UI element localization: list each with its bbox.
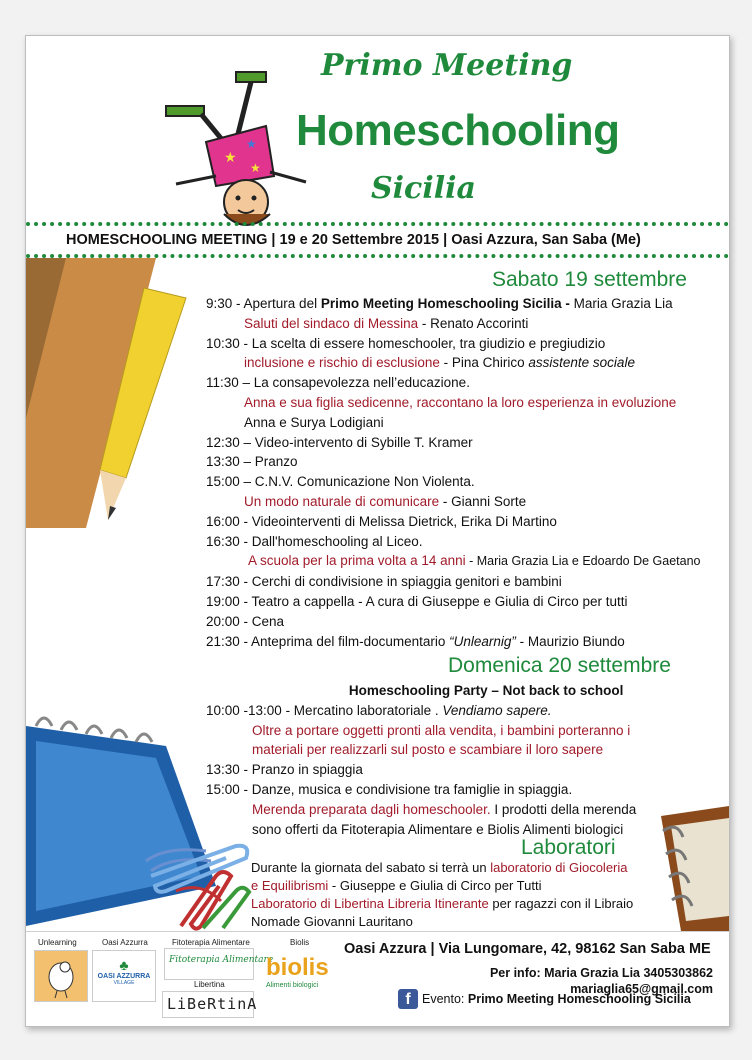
contact-email[interactable]: mariaglia65@gmail.com [570, 982, 713, 996]
lab-row: Laboratorio di Libertina Libreria Itinerante per ragazzi con il Libraio [251, 896, 634, 911]
oasi-azzurra-logo: ♣ OASI AZZURRA VILLAGE [92, 950, 156, 1002]
title-line-3: Sicilia [371, 171, 476, 206]
schedule-row: 9:30 - Apertura del Primo Meeting Homeschooling Sicilia - Maria Grazia Lia [206, 296, 673, 311]
schedule-row: sono offerti da Fitoterapia Alimentare e Biolis Alimenti biologici [252, 821, 624, 837]
labs-list [251, 859, 633, 931]
lab-row: Nomade Giovanni Lauritano [251, 914, 413, 929]
schedule-row: 11:30 – La consapevolezza nell’educazione. [206, 375, 470, 391]
schedule-row: A scuola per la prima volta a 14 anni - Maria Grazia Lia e Edoardo De Gaetano [248, 553, 701, 569]
lab-row: Durante la giornata del sabato si terrà un laboratorio di Giocoleria [251, 860, 628, 875]
schedule-row: 12:30 – Video-intervento di Sybille T. Kramer [206, 434, 473, 450]
contact-info: Per info: Maria Grazia Lia 3405303862 [489, 966, 713, 980]
dotted-divider-top [26, 222, 729, 226]
girl-illustration [146, 64, 316, 229]
svg-text:★: ★ [246, 137, 257, 151]
poster [25, 35, 730, 1027]
paperclip-illustration [141, 836, 256, 931]
schedule-row: 13:30 – Pranzo [206, 454, 298, 470]
sponsor-label-fito: Fitoterapia Alimentare [172, 938, 250, 947]
schedule-row: 21:30 - Anteprima del film-documentario “Unlearnig” - Maurizio Biundo [206, 633, 625, 649]
sunday-heading: Domenica 20 settembre [448, 654, 671, 677]
labs-heading: Laboratori [521, 836, 616, 859]
lab-row: e Equilibrismi - Giuseppe e Giulia di Circo per Tutti [251, 878, 542, 893]
title-line-1: Primo Meeting [321, 48, 573, 83]
saturday-schedule [206, 294, 701, 651]
saturday-heading: Sabato 19 settembre [492, 268, 687, 291]
sunday-schedule [206, 681, 636, 839]
pencil-illustration [26, 258, 206, 528]
sponsor-label-oasi: Oasi Azzurra [102, 938, 148, 947]
libertina-logo: LiBeRtinA [162, 991, 254, 1018]
schedule-row: Saluti del sindaco di Messina - Renato Accorinti [244, 315, 529, 331]
facebook-event[interactable]: Evento: Primo Meeting Homeschooling Sicilia [422, 992, 691, 1006]
schedule-row: Merenda preparata dagli homeschooler. I prodotti della merenda [252, 801, 637, 817]
bird-icon [35, 951, 87, 1001]
schedule-row: 17:30 - Cerchi di condivisione in spiaggia genitori e bambini [206, 574, 562, 590]
sponsor-label-libertina: Libertina [194, 980, 225, 989]
schedule-row: 16:00 - Videointerventi di Melissa Dietrick, Erika Di Martino [206, 513, 557, 529]
schedule-row: Oltre a portare oggetti pronti alla vendita, i bambini porteranno i [252, 722, 631, 738]
schedule-row: 15:00 - Danze, musica e condivisione tra famiglie in spiaggia. [206, 781, 573, 797]
schedule-row: 13:30 - Pranzo in spiaggia [206, 762, 363, 778]
schedule-row: 15:00 – C.N.V. Comunicazione Non Violenta. [206, 474, 475, 490]
schedule-row: Anna e sua figlia sedicenne, raccontano la loro esperienza in evoluzione [244, 394, 677, 410]
title-line-2: Homeschooling [296, 106, 620, 155]
facebook-icon[interactable]: f [398, 989, 418, 1009]
schedule-row: 10:00 -13:00 - Mercatino laboratoriale . Vendiamo sapere. [206, 702, 552, 718]
venue-address: Oasi Azzura | Via Lungomare, 42, 98162 San Saba ME [344, 941, 711, 957]
unlearning-logo [34, 950, 88, 1002]
spiral-pad-illustration [641, 806, 729, 931]
sponsor-label-biolis: Biolis [290, 938, 310, 947]
event-subtitle: HOMESCHOOLING MEETING | 19 e 20 Settembre 2015 | Oasi Azzura, San Saba (Me) [66, 232, 641, 248]
schedule-row: 20:00 - Cena [206, 613, 285, 629]
sponsor-label-unlearning: Unlearning [38, 938, 77, 947]
schedule-row: materiali per realizzarli sul posto e scambiare il loro sapere [252, 742, 604, 758]
schedule-row: 19:00 - Teatro a cappella - A cura di Giuseppe e Giulia di Circo per tutti [206, 593, 628, 609]
schedule-row: inclusione e rischio di esclusione - Pina Chirico assistente sociale [244, 355, 635, 371]
palm-icon: ♣ [119, 957, 129, 973]
schedule-row: 10:30 - La scelta di essere homeschooler, tra giudizio e pregiudizio [206, 335, 606, 351]
schedule-row: Un modo naturale di comunicare - Gianni Sorte [244, 493, 527, 509]
svg-text:★: ★ [224, 149, 237, 165]
party-title: Homeschooling Party – Not back to school [348, 683, 624, 698]
schedule-row: 16:30 - Dall'homeschooling al Liceo. [206, 533, 423, 549]
svg-text:★: ★ [250, 161, 261, 175]
fitoterapia-logo: Fitoterapia Alimentare [164, 948, 254, 980]
biolis-logo: biolis Alimenti biologici [266, 954, 329, 989]
schedule-row: Anna e Surya Lodigiani [244, 414, 384, 430]
